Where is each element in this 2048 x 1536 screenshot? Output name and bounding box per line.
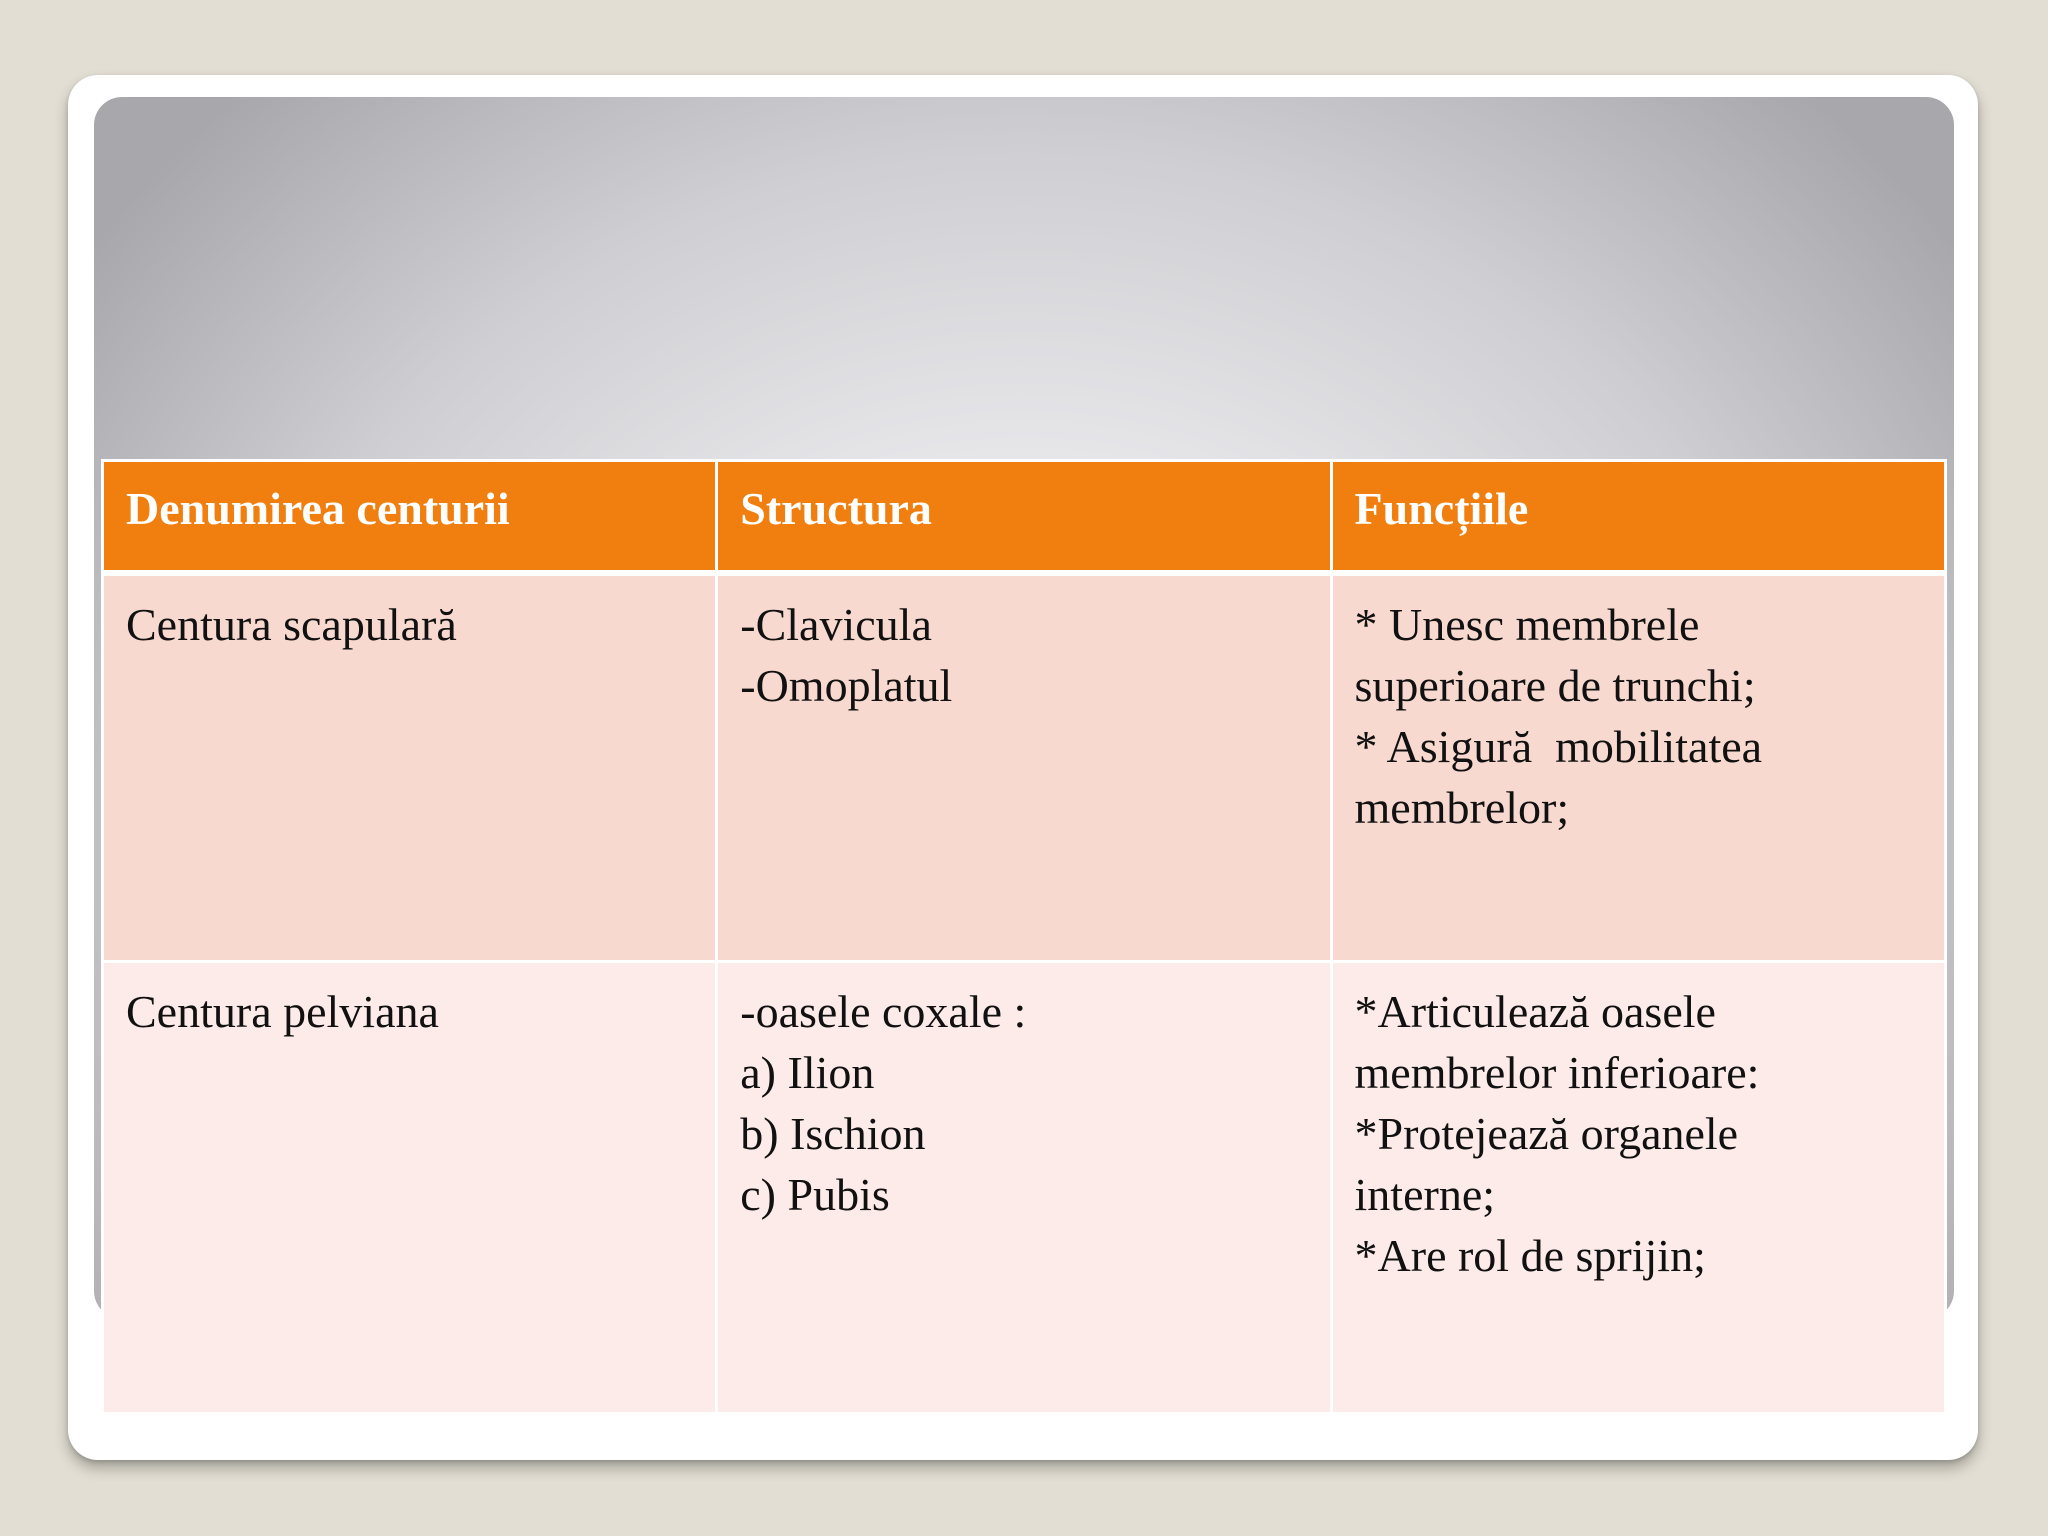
cell-functions [1331,962,1945,1414]
cell-structure [717,573,1331,962]
structure-line: -oasele coxale : [740,986,1027,1037]
structure-line: b) Ischion [740,1108,926,1159]
girdle-name-text: Centura pelviana [126,986,439,1037]
table-header-row [103,461,1946,574]
function-line: * Asigură mobilitatea [1354,721,1763,772]
function-line: membrelor inferioare: [1354,1047,1760,1098]
content-table-container [101,459,1947,1415]
table-row [103,962,1946,1414]
girdle-name-text: Centura scapulară [126,599,457,650]
function-line: *Are rol de sprijin; [1354,1230,1706,1281]
function-line: *Articulează oasele [1354,986,1716,1037]
cell-functions [1331,573,1945,962]
cell-structure [717,962,1331,1414]
structure-line: -Clavicula [740,599,932,650]
structure-line: c) Pubis [740,1169,890,1220]
header-cell-functions: Funcțiile [1331,461,1945,574]
structure-line: -Omoplatul [740,660,953,711]
function-line: superioare de trunchi; [1354,660,1756,711]
function-line: interne; [1354,1169,1496,1220]
structure-line: a) Ilion [740,1047,875,1098]
cell-girdle-name [103,573,717,962]
function-line: membrelor; [1354,782,1570,833]
table-row [103,573,1946,962]
header-cell-name: Denumirea centurii [103,461,717,574]
function-line: *Protejează organele [1354,1108,1739,1159]
girdles-table [101,459,1947,1415]
header-cell-structure: Structura [717,461,1331,574]
function-line: * Unesc membrele [1354,599,1700,650]
cell-girdle-name [103,962,717,1414]
